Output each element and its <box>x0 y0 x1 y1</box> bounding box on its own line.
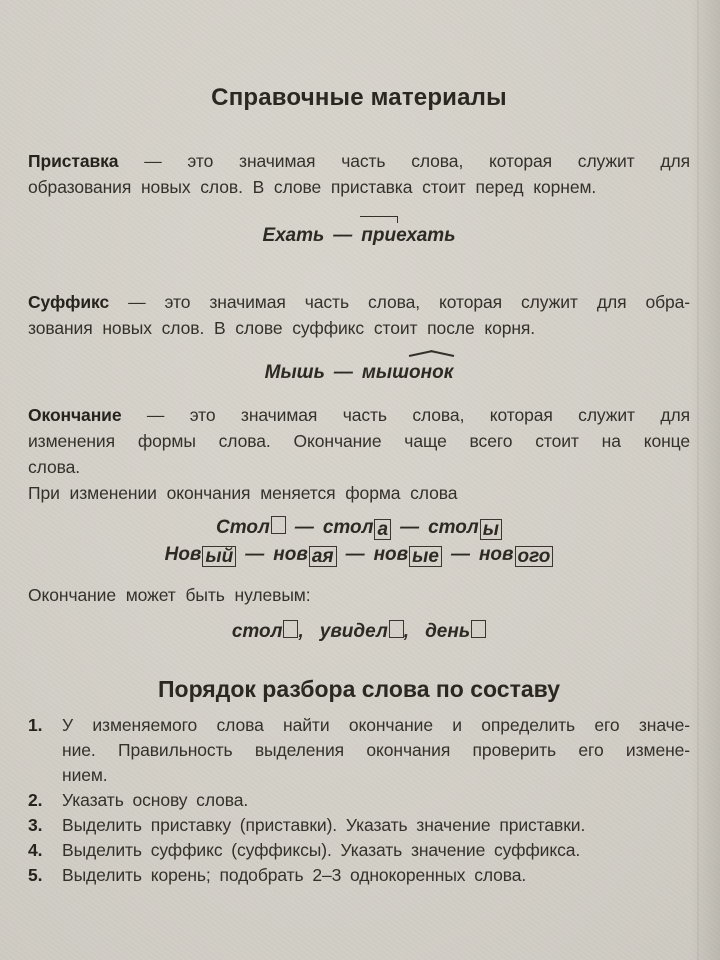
priehat-rest: ехать <box>396 225 456 246</box>
stem: нов <box>273 544 308 565</box>
page-crease-line <box>697 0 699 960</box>
endings-row-stol <box>28 514 690 541</box>
suffix-caret-mark: онок <box>409 359 453 386</box>
item-number: 2. <box>28 790 43 810</box>
zero-ending-examples <box>28 618 690 645</box>
term-okonchanie: Окончание <box>28 405 122 425</box>
order-heading: Порядок разбора слова по составу <box>157 676 560 702</box>
pristavka-line-1-rest: — это значимая часть слова, которая служит для <box>144 151 690 171</box>
term-suffiks: Суффикс <box>28 292 110 312</box>
ending-box: ый <box>202 546 236 567</box>
zero-ending-box <box>271 516 286 534</box>
okonchanie-line-1 <box>28 402 690 428</box>
item-line: Указать основу слова. <box>62 790 249 810</box>
word-with-ending <box>216 517 286 538</box>
item-text <box>62 813 690 838</box>
item-line: У изменяемого слова найти окончание и определить его значе- <box>62 715 690 735</box>
ending-box: ые <box>409 546 442 567</box>
order-list <box>28 713 690 888</box>
comma: , <box>298 621 304 642</box>
dash: — <box>333 362 353 383</box>
item-number: 3. <box>28 815 43 835</box>
item-line: ние. Правильность выделения окончания проверить его измене- <box>62 740 690 760</box>
term-pristavka: Приставка <box>28 151 119 171</box>
dash: — <box>450 544 470 565</box>
example-word-priehat <box>361 225 455 246</box>
okonchanie-line-1-rest: — это значимая часть слова, которая служит для <box>146 405 690 425</box>
stem: Нов <box>164 544 202 565</box>
ending-box: ы <box>480 519 502 540</box>
okonchanie-line-3: слова. <box>28 457 80 477</box>
okonchanie-line-4: При изменении окончания меняется форма слова <box>28 483 458 503</box>
dash: — <box>345 544 365 565</box>
word-with-zero-ending <box>425 621 486 642</box>
stem: нов <box>478 544 514 565</box>
endings-examples <box>28 514 690 568</box>
okonchanie-line-2: изменения формы слова. Окончание чаще всего стоит на конце <box>28 431 690 451</box>
ending-box: а <box>374 519 391 540</box>
item-line: Выделить приставку (приставки). Указать значение приставки. <box>62 815 586 835</box>
pristavka-line-2: образования новых слов. В слове приставка стоит перед корнем. <box>28 177 597 197</box>
pristavka-example <box>28 222 690 249</box>
suffiks-line-2: зования новых слов. В слове суффикс стоит после корня. <box>28 318 536 338</box>
item-number: 5. <box>28 865 43 885</box>
dash: — <box>400 517 420 538</box>
page-title: Справочные материалы <box>211 84 507 111</box>
item-text <box>62 788 690 813</box>
ending-box: ая <box>309 546 337 567</box>
stem: стол <box>231 621 283 642</box>
list-item-1 <box>28 713 690 788</box>
item-number: 4. <box>28 840 43 860</box>
item-text <box>62 713 690 788</box>
suffiks-line-1-rest: — это значимая часть слова, которая служит для обра- <box>128 292 691 312</box>
zero-ending-box <box>283 620 298 638</box>
stem: Стол <box>216 517 270 538</box>
example-word-ehat: Ехать <box>262 225 325 246</box>
word-with-ending <box>273 544 336 565</box>
list-item-3 <box>28 813 690 838</box>
zero-ending-box <box>471 620 486 638</box>
list-item-2 <box>28 788 690 813</box>
word-with-ending <box>374 544 442 565</box>
suffiks-definition <box>28 289 690 341</box>
list-item-4 <box>28 838 690 863</box>
zero-ending-note: Окончание может быть нулевым: <box>28 585 311 605</box>
word-with-zero-ending <box>320 621 425 642</box>
stem: стол <box>322 517 374 538</box>
dash: — <box>294 517 314 538</box>
ending-box: ого <box>515 546 554 567</box>
stem: увидел <box>319 621 388 642</box>
page-content <box>28 0 690 888</box>
myshonok-stem: мыш <box>361 362 410 383</box>
word-with-ending <box>428 517 502 538</box>
example-word-mysh: Мышь <box>264 362 325 383</box>
okonchanie-definition <box>28 402 690 506</box>
item-line: Выделить корень; подобрать 2–3 однокоренных слова. <box>62 865 527 885</box>
item-line: нием. <box>62 765 108 785</box>
stem: стол <box>428 517 479 538</box>
prefix-overline-mark: при <box>361 222 396 249</box>
item-text <box>62 838 690 863</box>
stem: нов <box>373 544 409 565</box>
page-edge-shadow <box>690 0 720 960</box>
word-with-ending <box>323 517 391 538</box>
word-with-zero-ending <box>232 621 320 642</box>
example-word-myshonok <box>362 362 454 383</box>
list-item-5 <box>28 863 690 888</box>
pristavka-definition <box>28 148 690 200</box>
pristavka-line-1 <box>28 148 690 174</box>
item-line: Выделить суффикс (суффиксы). Указать значение суффикса. <box>62 840 581 860</box>
item-number: 1. <box>28 715 43 735</box>
item-text <box>62 863 690 888</box>
comma: , <box>403 621 410 642</box>
zero-ending-box <box>389 620 404 638</box>
dash: — <box>245 544 265 565</box>
endings-row-novyj <box>28 541 690 568</box>
stem: день <box>425 621 471 642</box>
suffiks-line-1 <box>28 289 690 315</box>
dash: — <box>333 225 353 246</box>
word-with-ending <box>165 544 237 565</box>
word-with-ending <box>479 544 553 565</box>
suffiks-example <box>28 359 690 386</box>
